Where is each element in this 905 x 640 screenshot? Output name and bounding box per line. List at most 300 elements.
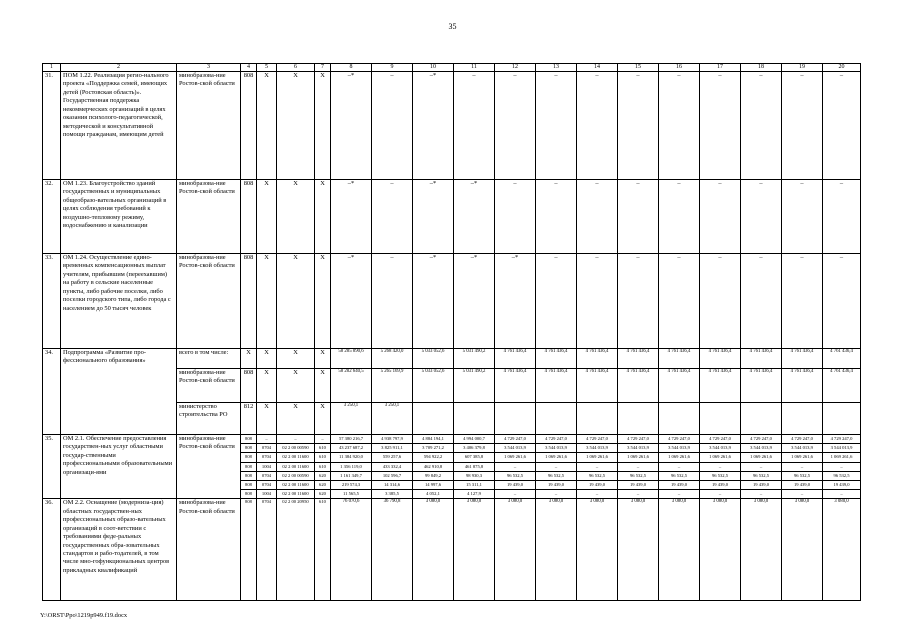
line-value: 14 997,6 xyxy=(413,481,453,490)
line-value: – xyxy=(782,463,822,472)
line-value: 19 439,0 xyxy=(782,481,822,490)
table-row xyxy=(43,72,861,180)
executor: минобразова-ние Ростов-ской области xyxy=(177,72,241,180)
page-number: 35 xyxy=(448,22,457,31)
line-value: 808 xyxy=(241,453,256,462)
value-cell: –* xyxy=(454,254,495,349)
header-cell: 4 xyxy=(241,64,257,72)
value-cell: 4 761 436,4 xyxy=(577,349,618,369)
line-value: 02 2 00 11600 xyxy=(282,491,309,497)
line-value: 610 xyxy=(315,444,330,453)
line-value: 19 439,0 xyxy=(495,481,535,490)
line-value: 19 439,0 xyxy=(659,481,699,490)
line-value: 1 069 261,6 xyxy=(782,453,822,462)
header-cell: 14 xyxy=(577,64,618,72)
header-cell: 19 xyxy=(782,64,823,72)
value-cell: 36 790,8 xyxy=(372,499,413,601)
value-cell: – xyxy=(372,180,413,254)
value-cell: 3 080,0 xyxy=(700,499,741,601)
line-value: 433 332,4 xyxy=(372,463,412,472)
line-value: 3 385,5 xyxy=(385,491,399,497)
executor: минобразова-ние Ростов-ской области xyxy=(177,369,241,403)
value-cell: –* xyxy=(413,180,454,254)
value-cell: 4 761 436,4 xyxy=(536,349,577,369)
line-value: 4 729 247,0 xyxy=(823,435,860,444)
line-value: – xyxy=(718,491,722,497)
grbs-code: 808 xyxy=(241,72,257,180)
line-value: 620 xyxy=(319,491,326,497)
line-value: 4 127,9 xyxy=(467,491,481,497)
line-value: – xyxy=(700,463,740,472)
value-cell: – xyxy=(577,180,618,254)
line-value: 462 910,8 xyxy=(413,463,453,472)
line-value: 11 384 920,0 xyxy=(331,453,371,462)
vr-code: Х xyxy=(315,72,331,180)
multi-line-cell xyxy=(315,435,331,499)
value-cell: –* xyxy=(331,254,372,349)
value-cell: – xyxy=(495,180,536,254)
line-value: 102 596,7 xyxy=(372,472,412,481)
grbs-code: 808 xyxy=(241,254,257,349)
line-value: 96 532,5 xyxy=(577,472,617,481)
value-cell: 3 080,0 xyxy=(659,499,700,601)
vr-code: Х xyxy=(315,369,331,403)
line-value: 808 xyxy=(241,481,256,490)
value-cell: 4 761 436,4 xyxy=(823,349,861,369)
value-cell xyxy=(536,403,577,435)
value-cell: – xyxy=(823,254,861,349)
value-cell: 4 761 436,4 xyxy=(495,369,536,403)
line-value: 4 729 247,0 xyxy=(659,435,699,444)
row-number: 31. xyxy=(43,72,61,180)
value-cell: – xyxy=(823,72,861,180)
value-cell: 4 761 436,4 xyxy=(659,369,700,403)
rzpr-code: Х xyxy=(257,254,277,349)
value-cell: 4 761 436,4 xyxy=(577,369,618,403)
value-cell: 4 761 436,4 xyxy=(495,349,536,369)
value-cell: – xyxy=(700,72,741,180)
value-cell: –* xyxy=(413,254,454,349)
line-value: 3 544 013,9 xyxy=(577,444,617,453)
value-cell xyxy=(782,403,823,435)
header-cell: 5 xyxy=(257,64,277,72)
value-cell: 4 761 436,4 xyxy=(618,349,659,369)
row-number: 33. xyxy=(43,254,61,349)
grbs-code: 808 xyxy=(241,180,257,254)
grbs-code: Х xyxy=(241,349,257,369)
value-cell: 4 761 436,4 xyxy=(782,349,823,369)
line-value: 607 385,8 xyxy=(454,453,494,462)
value-cell: 5 033 052,6 xyxy=(413,349,454,369)
value-cell xyxy=(577,403,618,435)
value-cell: 4 761 436,4 xyxy=(741,349,782,369)
measure-name: ОМ 2.2. Оснащение (модерниза-ция) областных государствен-ных профессиональных образо-вательных организаций в соот-ветствии с требованиями феде-ральных государственных обра-зовательных стандартов и рабо-тодателей, в том числе мно-гофункциональных центров прикладных квалификаций xyxy=(61,499,177,601)
line-value: 1 069 261,6 xyxy=(741,453,781,462)
csr-code: Х xyxy=(277,254,315,349)
value-cell: – xyxy=(618,72,659,180)
line-value: 0704 xyxy=(257,481,276,490)
multi-line-cell xyxy=(331,435,372,499)
line-value: 808 xyxy=(241,444,256,453)
value-cell: 3 250,1 xyxy=(372,403,413,435)
value-cell: – xyxy=(372,72,413,180)
table-row xyxy=(43,499,861,601)
value-cell: – xyxy=(741,72,782,180)
value-cell: 5 033 052,6 xyxy=(413,369,454,403)
executor: минобразова-ние Ростов-ской области xyxy=(177,499,241,601)
line-value: 96 532,5 xyxy=(700,472,740,481)
line-value: 19 439,0 xyxy=(741,481,781,490)
header-cell: 12 xyxy=(495,64,536,72)
line-value: 96 532,5 xyxy=(659,472,699,481)
value-cell xyxy=(413,403,454,435)
line-value: 1 069 261,6 xyxy=(577,453,617,462)
line-value: 4 729 247,0 xyxy=(700,435,740,444)
line-value: 57 380 216,7 xyxy=(331,435,371,444)
header-cell: 17 xyxy=(700,64,741,72)
line-value: 620 xyxy=(315,481,330,490)
line-value: – xyxy=(840,491,843,497)
line-value: 4 729 247,0 xyxy=(495,435,535,444)
line-value: 4 994 000,7 xyxy=(454,435,494,444)
row-number: 32. xyxy=(43,180,61,254)
line-value: 02 2 00 11600 xyxy=(277,453,314,462)
line-value: 4 729 247,0 xyxy=(536,435,576,444)
value-cell xyxy=(700,403,741,435)
line-value: 3 544 013,9 xyxy=(659,444,699,453)
header-cell: 11 xyxy=(454,64,495,72)
value-cell: 4 761 436,4 xyxy=(700,369,741,403)
line-value: 19 439,0 xyxy=(823,481,860,490)
header-cell: 16 xyxy=(659,64,700,72)
line-value: 02 2 00 00590 xyxy=(277,444,314,453)
value-cell: 76 070,6 xyxy=(331,499,372,601)
line-value: 15 311,1 xyxy=(454,481,494,490)
line-value: – xyxy=(677,491,681,497)
line-value: 96 532,5 xyxy=(823,472,860,481)
line-value: 1004 xyxy=(257,463,276,472)
rzpr-code: Х xyxy=(257,72,277,180)
value-cell: 4 761 436,4 xyxy=(536,369,577,403)
table-row xyxy=(43,435,861,499)
line-value: 0704 xyxy=(257,453,276,462)
value-cell: – xyxy=(618,180,659,254)
vr-code: Х xyxy=(315,349,331,369)
multi-line-cell xyxy=(659,435,700,499)
measure-name: ПОМ 1.22. Реализация регио-нального проекта «Поддержка семей, имеющих детей (Ростовская область)». Государственная поддержка некоммерческих организаций в целях оказания психолого-педагогической, методической и консультативной помощи гражданам, имеющим детей xyxy=(61,72,177,180)
multi-line-cell xyxy=(618,435,659,499)
multi-line-cell xyxy=(741,435,782,499)
value-cell: –* xyxy=(331,72,372,180)
line-value: – xyxy=(495,463,535,472)
value-cell: – xyxy=(577,254,618,349)
vr-code: Х xyxy=(315,254,331,349)
value-cell: – xyxy=(782,254,823,349)
value-cell: 3 080,0 xyxy=(413,499,454,601)
line-value: 96 532,5 xyxy=(741,472,781,481)
value-cell xyxy=(618,403,659,435)
line-value: 610 xyxy=(315,453,330,462)
header-cell: 20 xyxy=(823,64,861,72)
file-path-footer: Y:\ORST\Ppo\1219p949.f19.docx xyxy=(40,612,128,619)
value-cell: – xyxy=(741,254,782,349)
line-value: – xyxy=(800,491,804,497)
value-cell: 3 080,0 xyxy=(577,499,618,601)
line-value: 11 565,5 xyxy=(343,491,359,497)
line-value: – xyxy=(823,463,860,472)
value-cell: 5 265 169,9 xyxy=(372,369,413,403)
line-value: – xyxy=(513,491,517,497)
line-value: 96 532,5 xyxy=(782,472,822,481)
line-value: 610 xyxy=(315,463,330,472)
line-value: 19 439,0 xyxy=(700,481,740,490)
value-cell: 3 080,0 xyxy=(454,499,495,601)
value-cell: – xyxy=(823,180,861,254)
measure-name: ОМ 1.23. Благоустройство зданий государственных и муниципальных общеобразо-вательных организаций в целях соблюдения требований к воздушно-тепловому режиму, водоснабжению и канализации xyxy=(61,180,177,254)
grbs-code: 808 xyxy=(241,499,257,601)
multi-line-cell xyxy=(577,435,618,499)
line-value: 1 069 261,6 xyxy=(495,453,535,462)
line-value: 461 875,8 xyxy=(454,463,494,472)
value-cell: 58 285 890,6 xyxy=(331,349,372,369)
line-value: 19 439,0 xyxy=(536,481,576,490)
line-value: 4 884 194,1 xyxy=(413,435,453,444)
line-value: 3 544 013,9 xyxy=(700,444,740,453)
line-value: 19 439,0 xyxy=(618,481,658,490)
line-value: 96 532,5 xyxy=(618,472,658,481)
value-cell: 3 080,0 xyxy=(823,499,861,601)
line-value: 14 314,6 xyxy=(372,481,412,490)
line-value: 19 439,0 xyxy=(577,481,617,490)
multi-line-cell xyxy=(372,435,413,499)
line-value: – xyxy=(636,491,640,497)
line-value: 808 xyxy=(245,491,252,497)
value-cell: – xyxy=(782,180,823,254)
line-value: 1 069 261,6 xyxy=(536,453,576,462)
value-cell: – xyxy=(536,254,577,349)
value-cell: –* xyxy=(413,72,454,180)
value-cell xyxy=(659,403,700,435)
line-value: 0704 xyxy=(257,472,276,481)
line-value: 3 825 911,1 xyxy=(372,444,412,453)
line-value: 02 2 00 11600 xyxy=(277,463,314,472)
line-value: 3 406 379,8 xyxy=(454,444,494,453)
line-value: 99 849,2 xyxy=(413,472,453,481)
line-value: – xyxy=(595,491,599,497)
multi-line-cell xyxy=(413,435,454,499)
row-number: 34. xyxy=(43,349,61,435)
header-cell: 15 xyxy=(618,64,659,72)
measure-name: Подпрограмма «Развитие про-фессионального образования» xyxy=(61,349,177,435)
value-cell: – xyxy=(577,72,618,180)
rzpr-code: Х xyxy=(257,369,277,403)
line-value: 3 544 013,9 xyxy=(823,444,860,453)
line-value: – xyxy=(759,491,763,497)
csr-code: Х xyxy=(277,403,315,435)
value-cell: 4 761 436,4 xyxy=(618,369,659,403)
line-value: 02 2 00 00590 xyxy=(277,472,314,481)
value-cell: – xyxy=(618,254,659,349)
line-value: 3 544 013,9 xyxy=(741,444,781,453)
line-value: – xyxy=(536,463,576,472)
multi-line-cell xyxy=(700,435,741,499)
multi-line-cell xyxy=(277,435,315,499)
line-value: 808 xyxy=(241,472,256,481)
multi-line-cell xyxy=(257,435,277,499)
rzpr-code: Х xyxy=(257,349,277,369)
line-value: 4 729 247,0 xyxy=(782,435,822,444)
table-row xyxy=(43,254,861,349)
executor: минобразова-ние Ростов-ской области xyxy=(177,180,241,254)
value-cell: – xyxy=(536,180,577,254)
value-cell: 4 761 436,4 xyxy=(823,369,861,403)
header-cell: 10 xyxy=(413,64,454,72)
line-value: 02 2 00 11600 xyxy=(277,481,314,490)
line-value: 1 069 261,6 xyxy=(823,453,860,462)
value-cell: – xyxy=(372,254,413,349)
line-value: 3 544 013,9 xyxy=(782,444,822,453)
executor: министерство строительства РО xyxy=(177,403,241,435)
line-value: 4 729 247,0 xyxy=(577,435,617,444)
multi-line-cell xyxy=(454,435,495,499)
value-cell xyxy=(454,403,495,435)
header-cell: 9 xyxy=(372,64,413,72)
value-cell: – xyxy=(782,72,823,180)
line-value: 3 544 013,9 xyxy=(618,444,658,453)
line-value: 1 069 261,6 xyxy=(618,453,658,462)
header-cell: 18 xyxy=(741,64,782,72)
value-cell: – xyxy=(536,72,577,180)
line-value: 559 257,6 xyxy=(372,453,412,462)
value-cell: – xyxy=(659,254,700,349)
csr-code: Х xyxy=(277,72,315,180)
line-value: 1 161 349,7 xyxy=(331,472,371,481)
value-cell: – xyxy=(454,72,495,180)
line-value: 3 544 013,9 xyxy=(495,444,535,453)
row-number: 36. xyxy=(43,499,61,601)
value-cell: – xyxy=(700,180,741,254)
line-value: 1 069 261,6 xyxy=(659,453,699,462)
header-cell: 1 xyxy=(43,64,61,72)
table-row xyxy=(43,180,861,254)
line-value: 96 532,5 xyxy=(495,472,535,481)
value-cell: –* xyxy=(331,180,372,254)
executor: всего в том числе: xyxy=(177,349,241,369)
multi-line-cell xyxy=(823,435,861,499)
measure-name: ОМ 1.24. Осуществление едино-временных компенсационных выплат учителям, прибывшим (переехавшим) на работу в сельские населенные пункты, либо рабочие поселки, либо поселки городского типа, либо города с населением до 50 тысяч человек xyxy=(61,254,177,349)
value-cell: 4 761 436,4 xyxy=(700,349,741,369)
row-number: 35. xyxy=(43,435,61,499)
line-value: – xyxy=(277,435,314,444)
line-value: – xyxy=(659,463,699,472)
line-value: 1004 xyxy=(261,491,272,497)
rzpr-code: 0704 xyxy=(257,499,277,601)
value-cell: 3 080,0 xyxy=(495,499,536,601)
line-value: – xyxy=(741,463,781,472)
header-row xyxy=(43,64,861,72)
line-value: 4 729 247,0 xyxy=(618,435,658,444)
header-cell: 8 xyxy=(331,64,372,72)
budget-table xyxy=(42,63,861,601)
value-cell: 4 761 436,4 xyxy=(741,369,782,403)
value-cell: 3 080,0 xyxy=(536,499,577,601)
value-cell: 5 031 490,2 xyxy=(454,349,495,369)
rzpr-code: Х xyxy=(257,180,277,254)
table-row xyxy=(43,349,861,369)
line-value: 219 574,3 xyxy=(331,481,371,490)
line-value: – xyxy=(554,491,558,497)
csr-code: Х xyxy=(277,349,315,369)
csr-code: Х xyxy=(277,369,315,403)
header-cell: 2 xyxy=(61,64,177,72)
value-cell: – xyxy=(659,72,700,180)
header-cell: 13 xyxy=(536,64,577,72)
line-value: 620 xyxy=(315,472,330,481)
value-cell: 3 080,0 xyxy=(741,499,782,601)
line-value: 808 xyxy=(241,435,256,444)
value-cell: – xyxy=(700,254,741,349)
grbs-code: 808 xyxy=(241,369,257,403)
line-value: 594 922,2 xyxy=(413,453,453,462)
multi-line-cell xyxy=(495,435,536,499)
line-value: 96 532,5 xyxy=(536,472,576,481)
value-cell: – xyxy=(495,72,536,180)
line-value: 3 544 013,9 xyxy=(536,444,576,453)
line-value: 98 930,3 xyxy=(454,472,494,481)
value-cell: 4 761 436,4 xyxy=(782,369,823,403)
line-value: 3 709 271,2 xyxy=(413,444,453,453)
value-cell: 5 268 420,0 xyxy=(372,349,413,369)
multi-line-cell xyxy=(536,435,577,499)
header-cell: 7 xyxy=(315,64,331,72)
vr-code: 610 xyxy=(315,499,331,601)
value-cell: 3 250,1 xyxy=(331,403,372,435)
value-cell: 58 282 640,5 xyxy=(331,369,372,403)
line-value: 0704 xyxy=(257,444,276,453)
multi-line-cell xyxy=(241,435,257,499)
line-value: 808 xyxy=(241,463,256,472)
multi-line-cell xyxy=(782,435,823,499)
value-cell: 3 080,0 xyxy=(782,499,823,601)
value-cell: –* xyxy=(454,180,495,254)
rzpr-code: Х xyxy=(257,403,277,435)
csr-code: Х xyxy=(277,180,315,254)
line-value: 4 938 797,9 xyxy=(372,435,412,444)
value-cell xyxy=(823,403,861,435)
value-cell: 5 031 490,2 xyxy=(454,369,495,403)
value-cell xyxy=(495,403,536,435)
executor: минобразова-ние Ростов-ской области xyxy=(177,435,241,499)
line-value: – xyxy=(577,463,617,472)
line-value: – xyxy=(315,435,330,444)
value-cell xyxy=(741,403,782,435)
line-value: 43 237 687,2 xyxy=(331,444,371,453)
line-value: – xyxy=(257,435,276,444)
measure-name: ОМ 2.1. Обеспечение предоставления государствен-ных услуг областными государ-ственными профессиональными образовательными организаци-ями xyxy=(61,435,177,499)
line-value: 4 729 247,0 xyxy=(741,435,781,444)
value-cell: –* xyxy=(495,254,536,349)
vr-code: Х xyxy=(315,403,331,435)
header-cell: 3 xyxy=(177,64,241,72)
value-cell: 4 761 436,4 xyxy=(659,349,700,369)
vr-code: Х xyxy=(315,180,331,254)
line-value: 4 052,1 xyxy=(426,491,440,497)
value-cell: – xyxy=(741,180,782,254)
grbs-code: 812 xyxy=(241,403,257,435)
csr-code: 02 2 00 20950 xyxy=(277,499,315,601)
line-value: 1 356 119,0 xyxy=(331,463,371,472)
value-cell: 3 080,0 xyxy=(618,499,659,601)
